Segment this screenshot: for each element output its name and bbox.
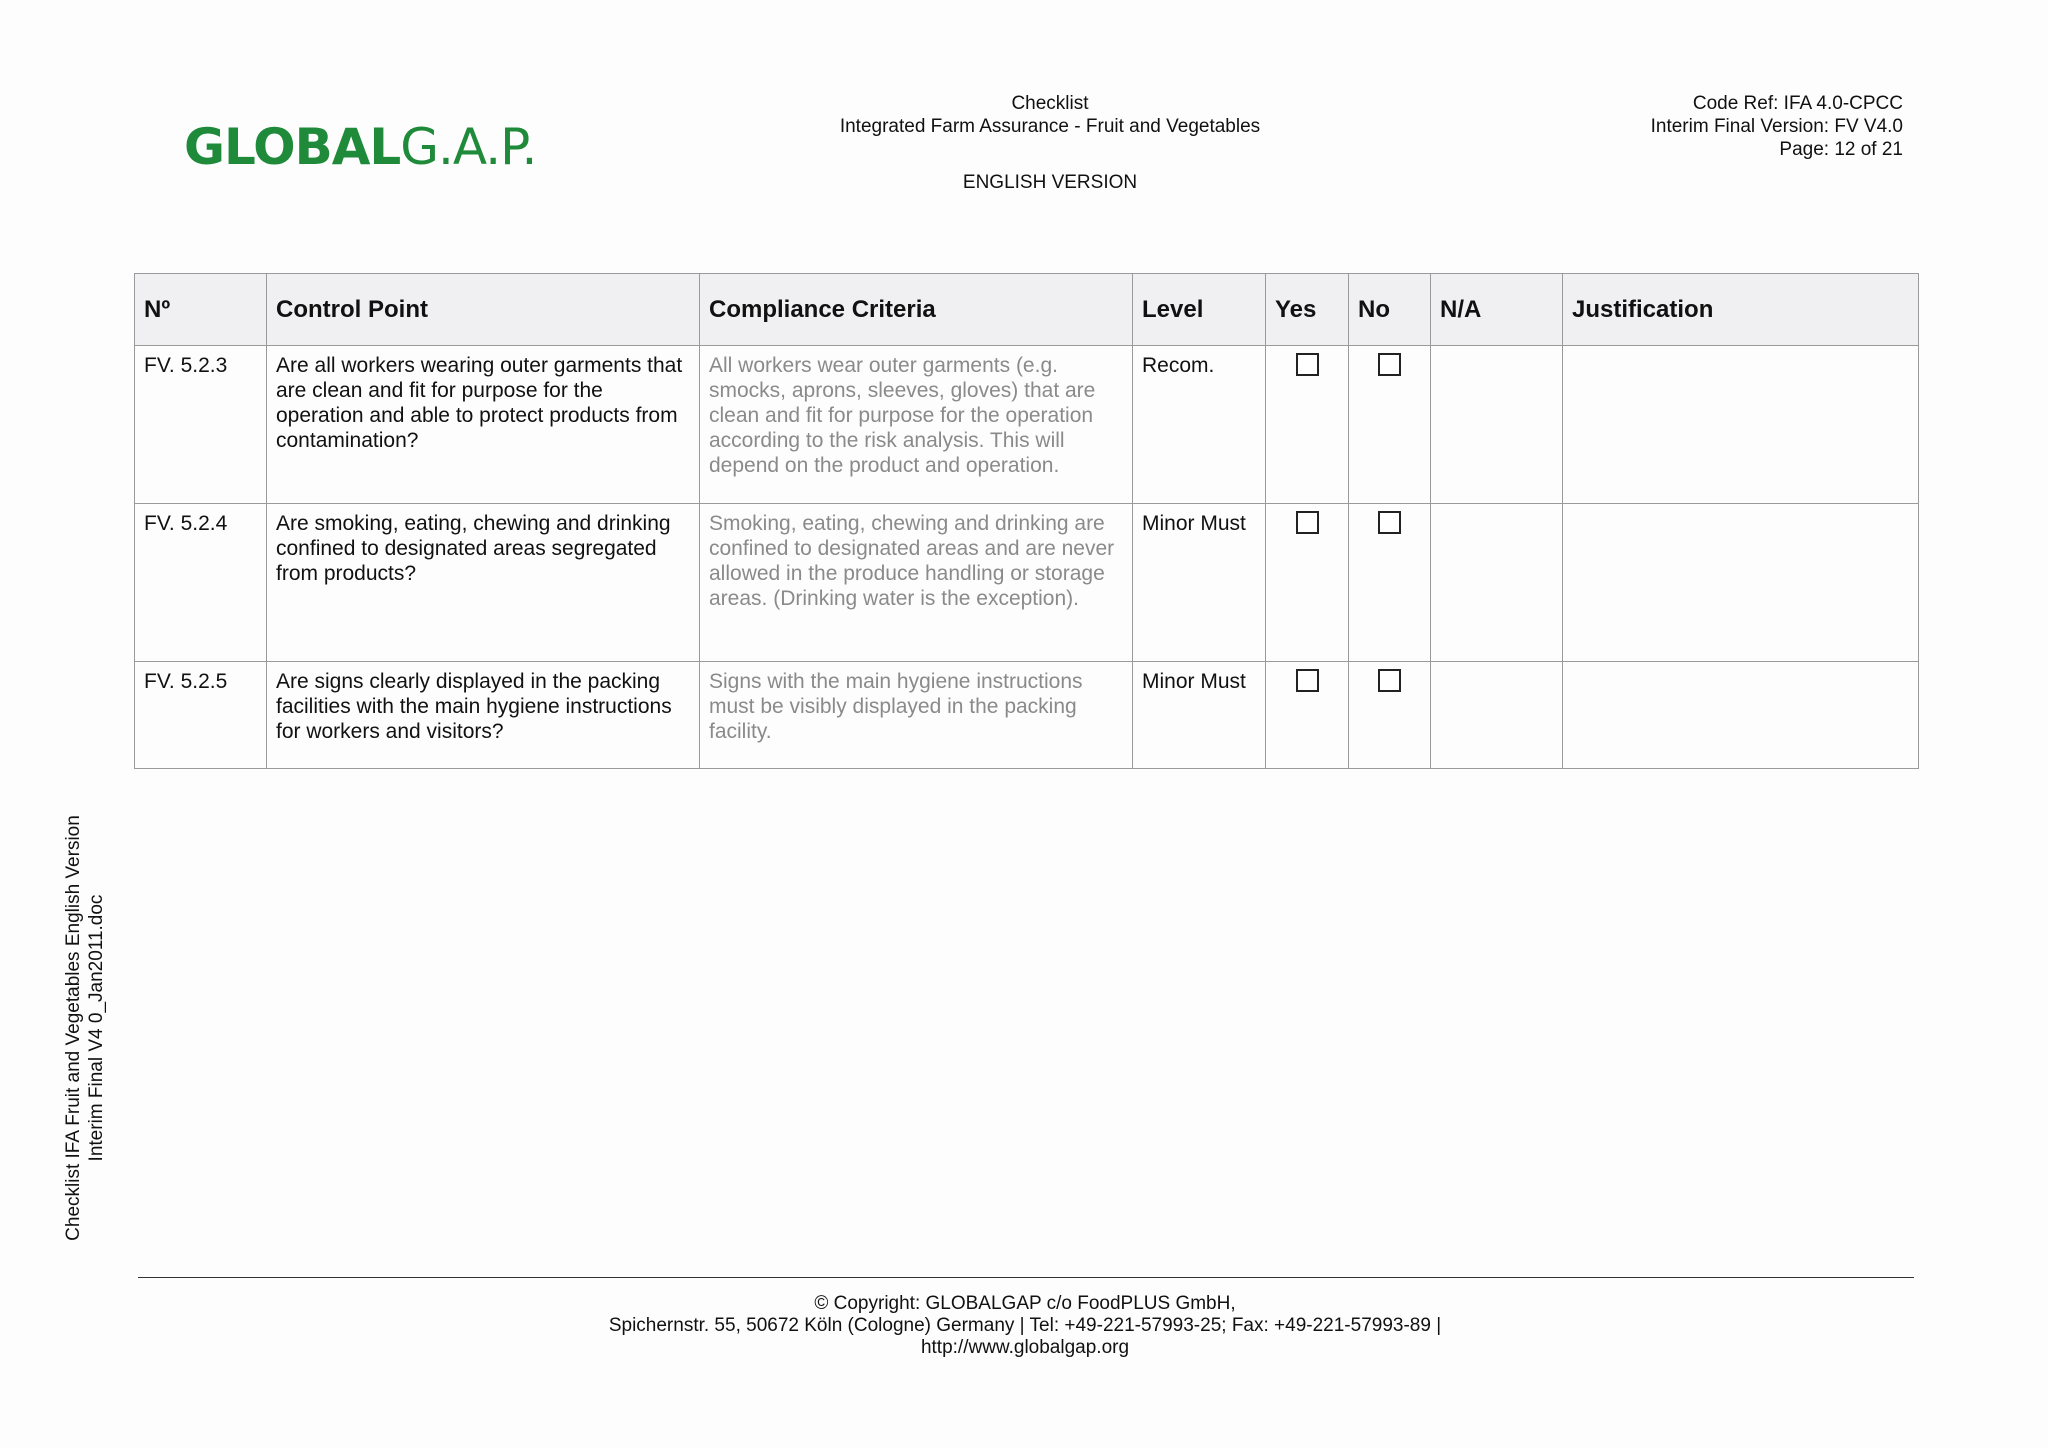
- footer-website-link[interactable]: http://www.globalgap.org: [920, 1337, 1130, 1358]
- cell-no: FV. 5.2.3: [135, 346, 267, 504]
- table-row: [135, 346, 1919, 504]
- document-header-center: [780, 92, 1320, 194]
- no-checkbox[interactable]: [1378, 511, 1401, 534]
- footer-address: Spichernstr. 55, 50672 Köln (Cologne) Germany | Tel: +49-221-57993-25; Fax: +49-221-57993-89 |: [608, 1315, 1442, 1336]
- logo-light-text: G.A.P.: [400, 118, 537, 176]
- cell-criteria: Smoking, eating, chewing and drinking are confined to designated areas and are never allowed in the produce handling or storage areas. (Drinking water is the exception).: [700, 504, 1133, 662]
- cell-level: Recom.: [1133, 346, 1266, 504]
- col-header-no-answer: No: [1349, 274, 1431, 346]
- cell-yes: [1266, 346, 1349, 504]
- col-header-no: Nº: [135, 274, 267, 346]
- cell-no: FV. 5.2.5: [135, 662, 267, 769]
- cell-yes: [1266, 504, 1349, 662]
- col-header-compliance-criteria: Compliance Criteria: [700, 274, 1133, 346]
- checklist-table: [134, 273, 1919, 769]
- col-header-yes: Yes: [1266, 274, 1349, 346]
- yes-checkbox[interactable]: [1296, 669, 1319, 692]
- side-document-label: [62, 808, 126, 1248]
- code-ref: Code Ref: IFA 4.0-CPCC: [1692, 93, 1903, 114]
- cell-justification[interactable]: [1563, 346, 1919, 504]
- cell-control-point: Are all workers wearing outer garments that are clean and fit for purpose for the operation and able to protect products from contamination?: [267, 346, 700, 504]
- no-checkbox[interactable]: [1378, 353, 1401, 376]
- col-header-na: N/A: [1431, 274, 1563, 346]
- cell-justification[interactable]: [1563, 662, 1919, 769]
- cell-yes: [1266, 662, 1349, 769]
- side-label-line1: Checklist IFA Fruit and Vegetables English Version: [63, 815, 84, 1241]
- table-row: [135, 504, 1919, 662]
- cell-justification[interactable]: [1563, 504, 1919, 662]
- no-checkbox[interactable]: [1378, 669, 1401, 692]
- cell-no-answer: [1349, 662, 1431, 769]
- cell-level: Minor Must: [1133, 662, 1266, 769]
- table-row: [135, 662, 1919, 769]
- col-header-level: Level: [1133, 274, 1266, 346]
- footer-divider: [138, 1277, 1914, 1278]
- cell-criteria: All workers wear outer garments (e.g. smocks, aprons, sleeves, gloves) that are clean and fit for purpose for the operation according to the risk analysis. This will depend on the product and operation.: [700, 346, 1133, 504]
- language-label: ENGLISH VERSION: [962, 172, 1138, 193]
- cell-level: Minor Must: [1133, 504, 1266, 662]
- cell-no-answer: [1349, 346, 1431, 504]
- version-label: Interim Final Version: FV V4.0: [1650, 116, 1903, 137]
- document-header-right: [1651, 92, 1903, 161]
- yes-checkbox[interactable]: [1296, 353, 1319, 376]
- doc-title: Checklist: [1011, 93, 1089, 114]
- cell-na[interactable]: [1431, 346, 1563, 504]
- cell-control-point: Are smoking, eating, chewing and drinking confined to designated areas segregated from products?: [267, 504, 700, 662]
- page-number: Page: 12 of 21: [1779, 139, 1903, 160]
- table-header-row: [135, 274, 1919, 346]
- cell-na[interactable]: [1431, 662, 1563, 769]
- col-header-control-point: Control Point: [267, 274, 700, 346]
- cell-no: FV. 5.2.4: [135, 504, 267, 662]
- globalgap-logo: [184, 118, 537, 176]
- col-header-justification: Justification: [1563, 274, 1919, 346]
- footer-copyright: © Copyright: GLOBALGAP c/o FoodPLUS GmbH,: [814, 1293, 1236, 1314]
- doc-subtitle: Integrated Farm Assurance - Fruit and Vegetables: [839, 116, 1261, 137]
- logo-bold-text: GLOBAL: [184, 118, 401, 176]
- side-label-line2: Interim Final V4 0_Jan2011.doc: [86, 894, 107, 1162]
- cell-na[interactable]: [1431, 504, 1563, 662]
- cell-no-answer: [1349, 504, 1431, 662]
- cell-control-point: Are signs clearly displayed in the packing facilities with the main hygiene instructions for workers and visitors?: [267, 662, 700, 769]
- footer: [400, 1293, 1650, 1359]
- cell-criteria: Signs with the main hygiene instructions must be visibly displayed in the packing facility.: [700, 662, 1133, 769]
- yes-checkbox[interactable]: [1296, 511, 1319, 534]
